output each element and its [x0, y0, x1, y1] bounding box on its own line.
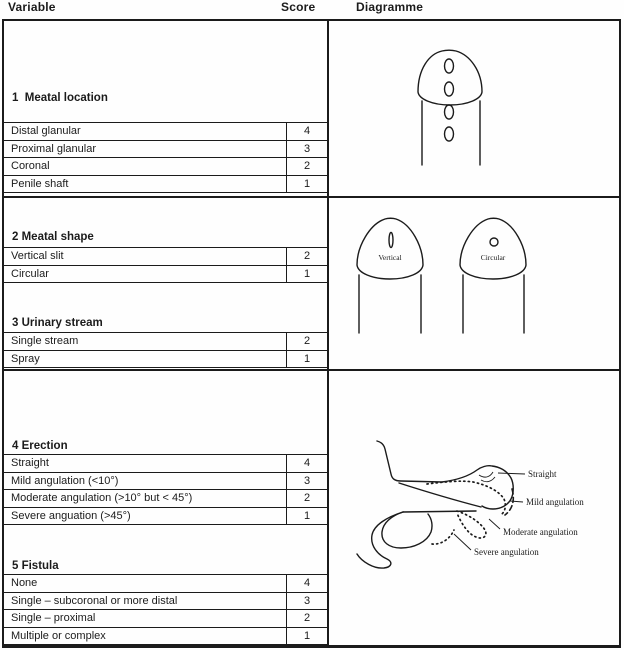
row-score: 1	[286, 628, 327, 645]
row-score: 1	[286, 351, 327, 368]
row-label: Spray	[11, 352, 40, 365]
row-score: 2	[286, 610, 327, 627]
row-label: Proximal glanular	[11, 142, 96, 155]
row-label: Coronal	[11, 160, 50, 173]
meatus-mark-proximal-glanular	[445, 82, 454, 96]
row-score: 3	[286, 473, 327, 490]
score-table	[2, 19, 621, 648]
row-score: 1	[286, 266, 327, 283]
row-score: 4	[286, 123, 327, 140]
row-score: 2	[286, 248, 327, 265]
glans-detail-mark-1	[479, 472, 493, 477]
vertical-label: Vertical	[378, 253, 402, 262]
table-row	[4, 248, 327, 266]
table-row	[4, 473, 327, 491]
row-score: 3	[286, 593, 327, 610]
row-score: 2	[286, 158, 327, 175]
straight-penis-outline	[442, 466, 513, 509]
shaft-lower-edge	[399, 483, 481, 507]
meatus-mark-distal-glanular	[445, 59, 454, 73]
mild-angulation-label: Mild angulation	[526, 497, 584, 507]
row-label: Single – subcoronal or more distal	[11, 594, 178, 607]
severe-angulation-label: Severe angulation	[474, 547, 539, 557]
row-label: Multiple or complex	[11, 629, 106, 642]
row-score: 3	[286, 141, 327, 158]
meatus-mark-penile-shaft	[445, 127, 454, 141]
section-title-erection: 4 Erection	[12, 440, 68, 452]
severe-leader-line	[454, 534, 471, 550]
row-label: Circular	[11, 267, 49, 280]
table-row	[4, 575, 327, 593]
row-score: 1	[286, 176, 327, 193]
subtable-urinary-stream	[4, 332, 327, 368]
straight-label: Straight	[528, 469, 557, 479]
perineum-line	[403, 511, 476, 512]
row-label: Distal glanular	[11, 125, 81, 138]
moderate-angulation-label: Moderate angulation	[503, 527, 578, 537]
meatal-shape-diagram	[329, 198, 619, 369]
row-label: Penile shaft	[11, 177, 69, 190]
table-row	[4, 351, 327, 369]
circular-mark	[490, 238, 498, 246]
circular-glans-outline	[460, 218, 526, 279]
row-label: Vertical slit	[11, 250, 64, 263]
table-row	[4, 490, 327, 508]
row-score: 2	[286, 333, 327, 350]
row-score: 1	[286, 508, 327, 525]
body-contour-upper	[377, 441, 442, 482]
row-label: Severe anguation (>45°)	[11, 509, 131, 522]
meatal-location-diagram	[329, 21, 619, 196]
section-title-meatal-shape: 2 Meatal shape	[12, 231, 94, 243]
table-row	[4, 123, 327, 141]
row-label: Mild angulation (<10°)	[11, 474, 119, 487]
subtable-fistula	[4, 574, 327, 645]
erection-diagram	[329, 371, 619, 645]
row-label: Moderate angulation (>10° but < 45°)	[11, 492, 193, 505]
row-score: 4	[286, 575, 327, 592]
meatus-mark-coronal	[445, 105, 454, 119]
table-row	[4, 593, 327, 611]
table-row	[4, 141, 327, 159]
row-label: None	[11, 577, 38, 590]
vertical-slit-mark	[389, 233, 393, 248]
subtable-meatal-location	[4, 122, 327, 193]
table-row	[4, 176, 327, 194]
table-row	[4, 628, 327, 646]
glans-detail-mark-2	[481, 477, 495, 482]
section-title-fistula: 5 Fistula	[12, 560, 59, 572]
column-header-variable: Variable	[8, 0, 56, 14]
section-title-meatal-location: 1 Meatal location	[12, 92, 108, 104]
table-row	[4, 508, 327, 526]
table-row	[4, 158, 327, 176]
row-label: Straight	[11, 457, 49, 470]
section-title-urinary-stream: 3 Urinary stream	[12, 317, 103, 329]
mild-leader-line	[510, 501, 523, 502]
column-header-score: Score	[281, 0, 316, 14]
row-label: Single stream	[11, 335, 79, 348]
column-header-diagramme: Diagramme	[356, 0, 424, 14]
table-row	[4, 266, 327, 284]
severe-angulation-dotted	[432, 530, 454, 544]
table-row	[4, 333, 327, 351]
moderate-angulation-dotted	[457, 511, 486, 538]
row-score: 4	[286, 455, 327, 472]
table-row	[4, 610, 327, 628]
subtable-erection	[4, 454, 327, 525]
straight-leader-line	[498, 473, 525, 474]
subtable-meatal-shape	[4, 247, 327, 283]
vertical-glans-outline	[357, 218, 423, 279]
table-row	[4, 455, 327, 473]
body-contour-lower	[357, 512, 403, 568]
row-label: Single – proximal	[11, 612, 96, 625]
row-score: 2	[286, 490, 327, 507]
moderate-leader-line	[489, 519, 500, 529]
circular-label: Circular	[480, 253, 506, 262]
